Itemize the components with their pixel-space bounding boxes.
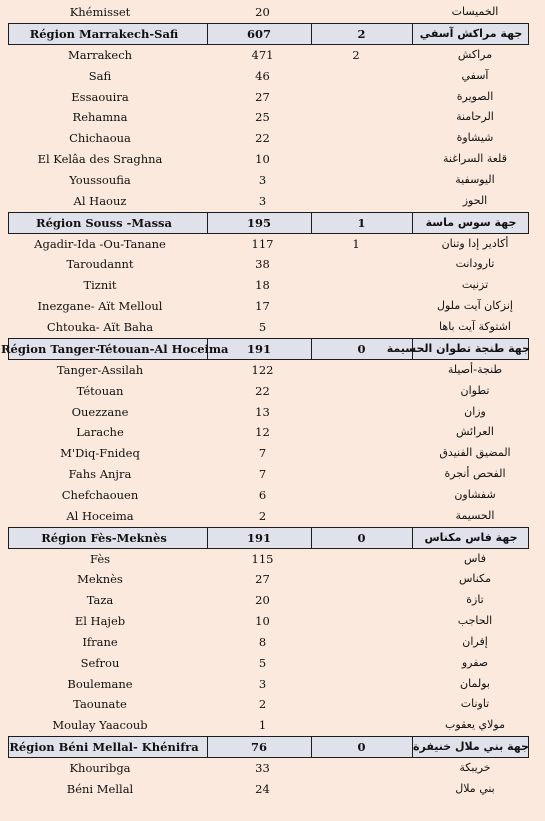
name-ar-cell: جهة طنجة تطوان الحسيمة [386, 341, 530, 355]
name-fr-cell: Région Tanger-Tétouan-Al Hoceima [1, 339, 208, 359]
count-cell: 22 [255, 383, 270, 398]
name-ar-cell: مكناس [458, 572, 492, 586]
table-row [0, 653, 545, 674]
count-cell: 7 [258, 446, 267, 461]
region-header-row [8, 212, 529, 234]
count-cell: 2 [258, 508, 267, 523]
table-row [0, 506, 545, 527]
table-row [0, 549, 545, 570]
name-fr-cell: Inezgane- Aït Melloul [37, 299, 163, 314]
count-cell: 3 [258, 676, 267, 691]
name-fr-cell: Région Fès-Meknès [1, 528, 208, 548]
name-ar-cell: طنجة-أصيلة [447, 362, 503, 376]
region-header-row [8, 527, 529, 549]
table-row [0, 422, 545, 443]
name-fr-cell: Fahs Anjra [68, 467, 132, 482]
name-fr-cell: Fès [89, 551, 111, 566]
count-cell: 13 [255, 404, 270, 419]
count-cell: 46 [255, 68, 270, 83]
name-fr-cell: Safi [88, 68, 112, 83]
table-row [0, 443, 545, 464]
count-cell: 27 [255, 89, 270, 104]
name-ar-cell: جهة سوس ماسة [425, 215, 517, 229]
name-ar-cell: الصويرة [456, 89, 494, 103]
region-header-row [1, 338, 530, 360]
table-row [0, 128, 545, 149]
count-cell: 5 [258, 655, 267, 670]
table-row [0, 317, 545, 338]
name-ar-cell: شيشاوة [456, 131, 494, 145]
seats-cell: 0 [311, 528, 413, 548]
name-fr-cell: Taounate [73, 697, 127, 712]
name-ar-cell: الفحص أنجرة [444, 467, 506, 481]
name-ar-cell: اليوسفية [455, 172, 495, 186]
count-cell: 5 [258, 319, 267, 334]
table-row [0, 485, 545, 506]
table-row [0, 2, 545, 23]
table-row [0, 191, 545, 212]
name-fr-cell: Sefrou [80, 655, 120, 670]
table-row [0, 149, 545, 170]
name-ar-cell: الحوز [462, 193, 488, 207]
name-fr-cell: Tanger-Assilah [56, 362, 144, 377]
region-header-row [8, 23, 529, 45]
name-fr-cell: Marrakech [67, 47, 133, 62]
count-cell: 3 [258, 172, 267, 187]
name-fr-cell: Larache [76, 425, 124, 440]
count-cell: 191 [207, 339, 312, 359]
count-cell: 471 [251, 47, 274, 62]
name-ar-cell: بولمان [460, 676, 490, 690]
name-fr-cell: El Hajeb [74, 614, 126, 629]
table-row [0, 569, 545, 590]
seats-cell: 0 [311, 737, 413, 757]
table-row [0, 758, 545, 779]
name-ar-cell: شفشاون [454, 487, 496, 501]
table-row [0, 234, 545, 255]
table-row [0, 464, 545, 485]
name-ar-cell: جهة فاس مكناس [424, 530, 518, 544]
name-ar-cell: الرحامنة [456, 110, 494, 124]
count-cell: 22 [255, 131, 270, 146]
seats-cell: 0 [311, 339, 413, 359]
table-row [0, 107, 545, 128]
count-cell: 76 [207, 737, 312, 757]
count-cell: 122 [251, 362, 274, 377]
count-cell: 20 [255, 5, 270, 19]
table-row [0, 296, 545, 317]
name-fr-cell: El Kelâa des Sraghna [37, 152, 163, 167]
count-cell: 38 [255, 257, 270, 272]
name-ar-cell: مولاي يعقوب [445, 718, 505, 732]
region-header-row [8, 736, 529, 758]
name-ar-cell: الحسيمة [455, 508, 495, 522]
table-row [0, 632, 545, 653]
table-row [0, 275, 545, 296]
name-ar-cell: تاونات [460, 697, 490, 711]
seats-cell: 1 [311, 213, 413, 233]
table-row [0, 590, 545, 611]
table-row [0, 66, 545, 87]
table-row [0, 170, 545, 191]
count-cell: 3 [258, 193, 267, 208]
count-cell: 12 [255, 425, 270, 440]
table-row [0, 779, 545, 800]
name-ar-cell: مراكش [457, 47, 493, 61]
name-fr-cell: Région Souss -Massa [1, 213, 208, 233]
name-fr-cell: Chefchaouen [61, 487, 139, 502]
count-cell: 10 [255, 152, 270, 167]
name-ar-cell: خريبكة [459, 761, 491, 775]
table-row [0, 402, 545, 423]
name-ar-cell: قلعة السراغنة [443, 152, 507, 166]
name-fr-cell: Région Marrakech-Safi [1, 24, 208, 44]
name-fr-cell: Région Béni Mellal- Khénifra [1, 737, 208, 757]
name-fr-cell: Ouezzane [71, 404, 129, 419]
name-fr-cell: Al Hoceima [66, 508, 134, 523]
name-fr-cell: Al Haouz [73, 193, 127, 208]
name-fr-cell: Tiznit [83, 278, 117, 293]
table-row [0, 254, 545, 275]
name-ar-cell: صفرو [461, 655, 489, 669]
count-cell: 117 [251, 236, 274, 251]
name-ar-cell: المضيق الفنيدق [439, 446, 511, 460]
table-row [0, 694, 545, 715]
table-row [0, 45, 545, 66]
name-ar-cell: فاس [463, 551, 487, 565]
name-fr-cell: Youssoufia [69, 172, 131, 187]
name-ar-cell: اشتوكة آيت باها [439, 319, 511, 333]
name-ar-cell: تطوان [460, 383, 490, 397]
name-ar-cell: إنزكان آيت ملول [437, 299, 513, 313]
count-cell: 8 [258, 634, 267, 649]
count-cell: 10 [255, 614, 270, 629]
name-ar-cell: العرائش [456, 425, 494, 439]
table-row [0, 360, 545, 381]
name-fr-cell: Khémisset [69, 5, 131, 19]
name-fr-cell: Ifrane [82, 634, 118, 649]
table-row [0, 381, 545, 402]
count-cell: 20 [255, 593, 270, 608]
count-cell: 18 [255, 278, 270, 293]
seats-cell: 2 [352, 47, 360, 62]
name-fr-cell: Taroudannt [66, 257, 134, 272]
name-ar-cell: إفران [462, 634, 488, 648]
name-ar-cell: الخميسات [451, 5, 499, 18]
name-fr-cell: Tétouan [76, 383, 124, 398]
table-row [0, 611, 545, 632]
count-cell: 2 [258, 697, 267, 712]
count-cell: 24 [255, 782, 270, 796]
name-fr-cell: Moulay Yaacoub [52, 718, 148, 733]
count-cell: 25 [255, 110, 270, 125]
name-fr-cell: Agadir-Ida -Ou-Tanane [34, 236, 166, 251]
count-cell: 115 [251, 551, 274, 566]
name-ar-cell: تازة [466, 593, 484, 607]
seats-cell: 2 [311, 24, 413, 44]
name-fr-cell: Chtouka- Aït Baha [46, 319, 154, 334]
name-fr-cell: Essaouira [71, 89, 129, 104]
count-cell: 191 [207, 528, 312, 548]
name-fr-cell: Taza [86, 593, 114, 608]
count-cell: 33 [255, 761, 270, 776]
table-row [0, 674, 545, 695]
name-ar-cell: جهة بني ملال خنيفرة [413, 740, 529, 754]
name-fr-cell: Chichaoua [69, 131, 131, 146]
table-row [0, 87, 545, 108]
name-ar-cell: آسفي [461, 68, 489, 82]
name-fr-cell: M'Diq-Fnideq [60, 446, 140, 461]
name-ar-cell: جهة مراكش آسفي [419, 26, 523, 40]
name-ar-cell: تارودانت [455, 257, 495, 271]
name-ar-cell: الحاجب [457, 614, 493, 628]
count-cell: 27 [255, 572, 270, 587]
name-ar-cell: تزنيت [461, 278, 489, 292]
count-cell: 17 [255, 299, 270, 314]
name-ar-cell: أكادير إدا وتنان [441, 236, 509, 250]
count-cell: 607 [207, 24, 312, 44]
name-fr-cell: Khouribga [69, 761, 131, 776]
count-cell: 7 [258, 467, 267, 482]
seats-cell: 1 [352, 236, 360, 251]
count-cell: 1 [258, 718, 267, 733]
name-ar-cell: بني ملال [455, 782, 495, 795]
name-ar-cell: وزان [464, 404, 486, 418]
table-row [0, 715, 545, 736]
count-cell: 195 [207, 213, 312, 233]
name-fr-cell: Meknès [77, 572, 123, 587]
name-fr-cell: Béni Mellal [66, 782, 134, 796]
region-statistics-table [0, 2, 545, 800]
count-cell: 6 [258, 487, 267, 502]
name-fr-cell: Rehamna [72, 110, 128, 125]
name-fr-cell: Boulemane [67, 676, 133, 691]
